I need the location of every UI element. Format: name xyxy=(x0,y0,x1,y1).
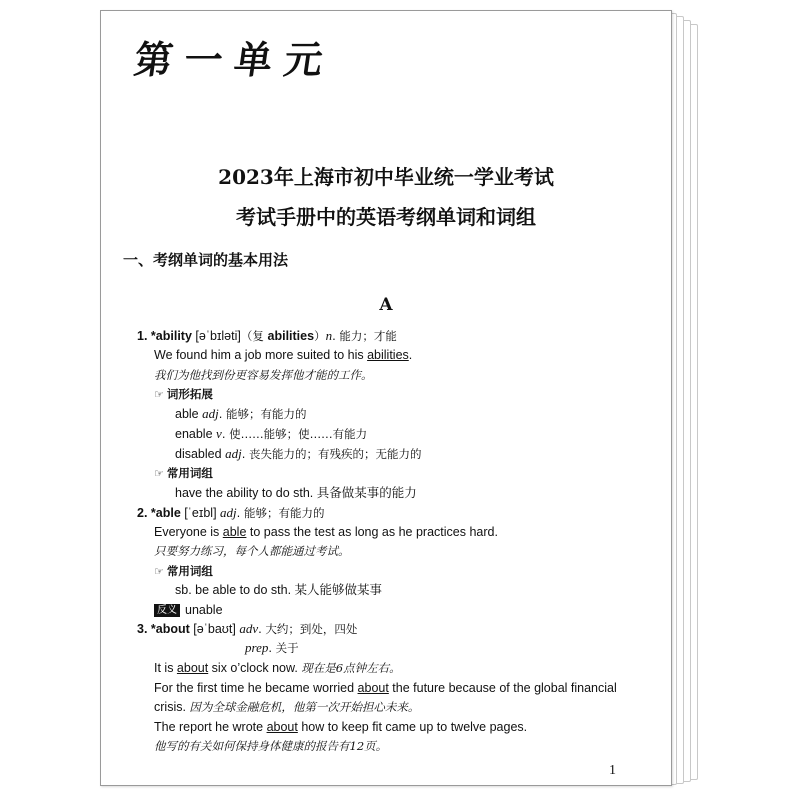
definition: . 使……能够；使……有能力 xyxy=(221,427,368,441)
ext-word: enable xyxy=(175,427,213,441)
example-text: The report he wrote xyxy=(154,720,267,734)
example-sentence xyxy=(154,524,498,540)
part-of-speech: adj xyxy=(220,505,237,520)
part-of-speech: n xyxy=(325,328,333,343)
extension-item xyxy=(175,446,422,462)
example-text: Everyone is xyxy=(154,525,223,539)
example-sentence xyxy=(154,660,401,676)
example-text: We found him a job more suited to his xyxy=(154,348,368,362)
definition: . 能够；有能力的 xyxy=(218,407,307,421)
document-page xyxy=(100,10,672,786)
example-translation: 现在是6点钟左右。 xyxy=(301,661,401,675)
example-text: to pass the test as long as he practices hard. xyxy=(246,525,498,539)
example-keyword: about xyxy=(266,720,298,734)
plural-form: abilities xyxy=(267,329,315,343)
main-title-line-1: 2023年上海市初中毕业统一学业考试 xyxy=(218,165,554,189)
entry-number: 1. xyxy=(137,329,148,343)
antonym-badge: 反义 xyxy=(154,604,180,617)
label-text: 常用词组 xyxy=(166,564,213,578)
definition: . 关于 xyxy=(268,641,299,655)
example-translation: 他写的有关如何保持身体健康的报告有12页。 xyxy=(154,739,388,753)
example-sentence xyxy=(154,680,617,696)
definition: . 能够；有能力的 xyxy=(236,506,325,520)
example-text: the future because of the global financial xyxy=(388,681,617,695)
section-heading: 一、考纲单词的基本用法 xyxy=(123,251,289,269)
definition: . 丧失能力的；有残疾的；无能力的 xyxy=(241,447,422,461)
page-number: 1 xyxy=(609,763,616,778)
plural-open: （复 xyxy=(240,329,268,343)
definition: . 能力；才能 xyxy=(332,329,397,343)
headword: *about xyxy=(150,622,190,636)
ext-word: disabled xyxy=(175,447,222,461)
example-text: how to keep fit came up to twelve pages. xyxy=(297,720,528,734)
letter-heading: A xyxy=(379,295,393,315)
phrase-item: have the ability to do sth. 具备做某事的能力 xyxy=(175,486,417,500)
unit-title: 第一单元 xyxy=(131,37,338,82)
part-of-speech: adj xyxy=(202,406,219,421)
second-sense xyxy=(245,640,299,656)
entry-able-headword xyxy=(137,505,324,521)
antonym-word: unable xyxy=(185,603,223,617)
example-text: It is xyxy=(154,661,177,675)
entry-about-headword xyxy=(137,621,357,637)
pointing-hand-icon: ☞ xyxy=(154,565,164,578)
part-of-speech: adv xyxy=(239,621,259,636)
phonetic: [ˈeɪbl] xyxy=(184,506,217,520)
example-keyword: about xyxy=(176,661,209,675)
label-text: 常用词组 xyxy=(166,466,213,480)
example-text: . xyxy=(408,348,413,362)
example-sentence xyxy=(154,719,527,735)
example-translation: 因为全球金融危机，他第一次开始担心未来。 xyxy=(189,700,420,714)
ext-word: able xyxy=(175,407,199,421)
part-of-speech: adj xyxy=(225,446,242,461)
example-keyword: about xyxy=(357,681,389,695)
antonym-line xyxy=(154,602,223,618)
label-text: 词形拓展 xyxy=(166,387,213,401)
word-extension-label xyxy=(154,386,213,403)
example-translation: 我们为他找到份更容易发挥他才能的工作。 xyxy=(154,368,373,382)
entry-number: 3. xyxy=(137,622,148,636)
main-title-line-2: 考试手册中的英语考纲单词和词组 xyxy=(236,205,536,229)
common-phrases-label xyxy=(154,563,213,580)
headword: *able xyxy=(150,506,181,520)
part-of-speech: prep xyxy=(245,640,269,655)
example-translation: 只要努力练习，每个人都能通过考试。 xyxy=(154,544,350,558)
definition: . 大约；到处，四处 xyxy=(258,622,358,636)
headword: *ability xyxy=(150,329,192,343)
example-sentence xyxy=(154,347,412,363)
extension-item xyxy=(175,426,367,442)
example-sentence-continued xyxy=(154,699,419,715)
entry-ability-headword xyxy=(137,328,397,344)
part-of-speech: v xyxy=(216,426,222,441)
extension-item xyxy=(175,406,307,422)
phrase-item: sb. be able to do sth. 某人能够做某事 xyxy=(175,583,383,597)
pointing-hand-icon: ☞ xyxy=(154,467,164,480)
pointing-hand-icon: ☞ xyxy=(154,388,164,401)
phonetic: [əˈbɪləti] xyxy=(195,329,241,343)
example-keyword: abilities xyxy=(367,348,409,362)
example-text: six o’clock now. xyxy=(208,661,302,675)
plural-close: ） xyxy=(314,329,326,343)
phonetic: [əˈbaʊt] xyxy=(193,622,236,636)
example-keyword: able xyxy=(222,525,247,539)
example-text: For the first time he became worried xyxy=(154,681,358,695)
common-phrases-label xyxy=(154,465,213,482)
example-text: crisis. xyxy=(154,700,190,714)
entry-number: 2. xyxy=(137,506,148,520)
